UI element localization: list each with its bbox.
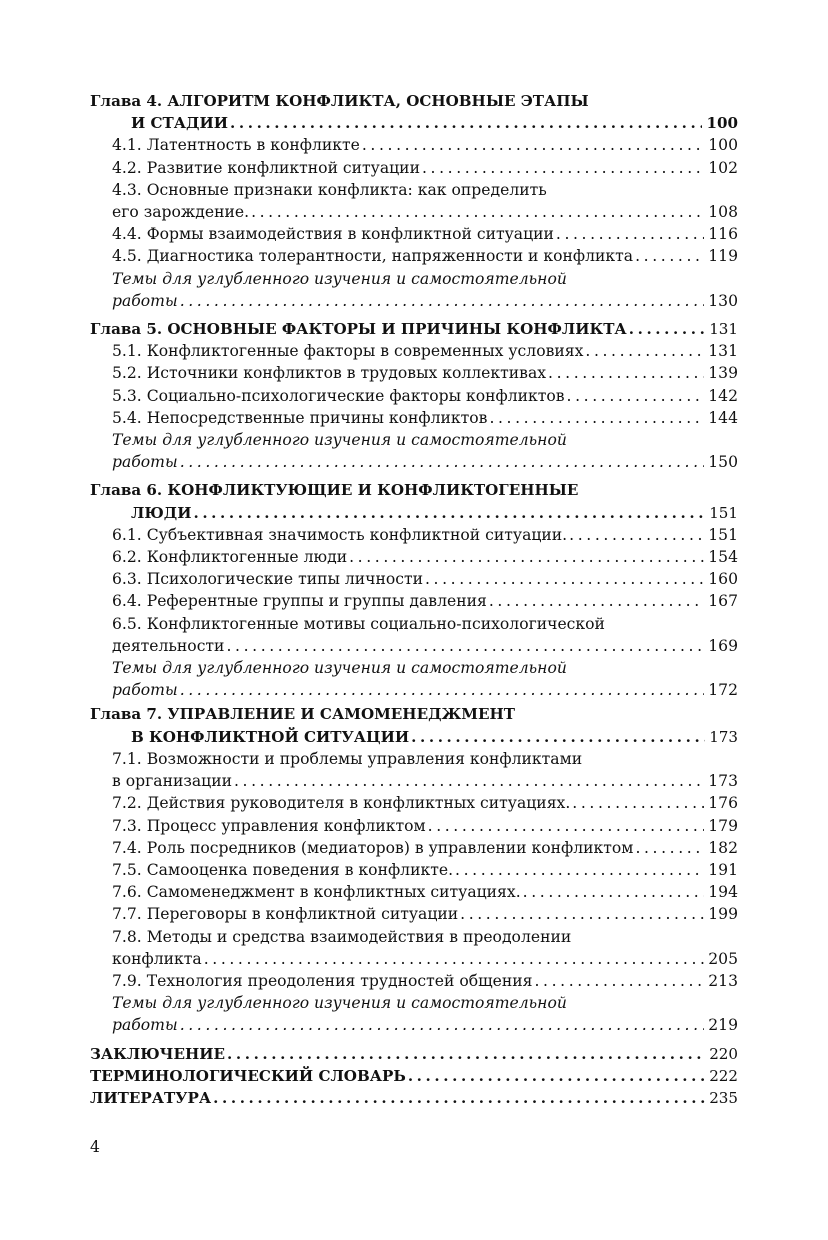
toc-entry bbox=[90, 837, 738, 859]
toc-entry-title: 4.5. Диагностика толерантности, напряженности и конфликта bbox=[112, 247, 634, 266]
glossary-title: ТЕРМИНОЛОГИЧЕСКИЙ СЛОВАРЬ bbox=[90, 1066, 406, 1085]
toc-entry bbox=[90, 524, 738, 546]
literature-entry bbox=[90, 1087, 738, 1109]
page-ref: 191 bbox=[708, 860, 738, 879]
page-ref: 235 bbox=[709, 1088, 738, 1107]
toc-entry-title: 7.3. Процесс управления конфликтом bbox=[112, 816, 426, 835]
chapter-7-heading-line1: Глава 7. УПРАВЛЕНИЕ И САМОМЕНЕДЖМЕНТ bbox=[90, 705, 515, 724]
toc-entry-title-line1: 6.5. Конфликтогенные мотивы социально-психологической bbox=[112, 614, 605, 633]
toc-entry bbox=[90, 134, 738, 156]
toc-entry bbox=[90, 903, 738, 925]
page-ref: 213 bbox=[708, 971, 738, 990]
chapter-4-heading-line1: Глава 4. АЛГОРИТМ КОНФЛИКТА, ОСНОВНЫЕ ЭТАПЫ bbox=[90, 92, 589, 110]
page-ref: 199 bbox=[708, 905, 738, 924]
page-ref: 220 bbox=[709, 1044, 738, 1063]
chapter-5-title: Глава 5. ОСНОВНЫЕ ФАКТОРЫ И ПРИЧИНЫ КОНФЛИКТА bbox=[90, 320, 627, 339]
toc-entry-title: работы bbox=[112, 453, 178, 472]
toc-entry-title: 6.1. Субъективная значимость конфликтной ситуации. bbox=[112, 525, 568, 544]
toc-entry bbox=[90, 362, 738, 384]
toc-entry-title: 4.2. Развитие конфликтной ситуации bbox=[112, 158, 420, 177]
topics-heading-line1: Темы для углубленного изучения и самостоятельной bbox=[112, 269, 567, 288]
toc-entry bbox=[90, 407, 738, 429]
toc-entry bbox=[90, 385, 738, 407]
literature-title: ЛИТЕРАТУРА bbox=[90, 1088, 212, 1107]
toc-entry bbox=[90, 201, 738, 223]
toc-entry bbox=[90, 948, 738, 970]
page-ref: 144 bbox=[708, 408, 738, 427]
toc-entry bbox=[90, 792, 738, 814]
toc-entry bbox=[90, 157, 738, 179]
page-ref: 169 bbox=[708, 636, 738, 655]
toc-entry-title: 7.5. Самооценка поведения в конфликте. bbox=[112, 860, 454, 879]
toc-entry-title: 6.2. Конфликтогенные люди bbox=[112, 548, 348, 567]
page-number: 4 bbox=[90, 1138, 100, 1156]
page-ref: 182 bbox=[708, 838, 738, 857]
page-ref: 108 bbox=[708, 203, 738, 222]
table-of-contents bbox=[90, 90, 738, 1109]
toc-entry-title-line1: 7.8. Методы и средства взаимодействия в преодолении bbox=[112, 927, 572, 946]
toc-entry bbox=[90, 770, 738, 792]
page-ref: 160 bbox=[708, 570, 738, 589]
toc-entry-title: 5.1. Конфликтогенные факторы в современных условиях bbox=[112, 342, 584, 361]
toc-entry-title: его зарождение. bbox=[112, 203, 250, 222]
toc-entry-title: 5.4. Непосредственные причины конфликтов bbox=[112, 408, 488, 427]
toc-entry bbox=[90, 568, 738, 590]
toc-entry-title: 5.3. Социально-психологические факторы конфликтов bbox=[112, 386, 565, 405]
toc-entry-title: 7.7. Переговоры в конфликтной ситуации bbox=[112, 905, 459, 924]
page-ref: 222 bbox=[709, 1066, 738, 1085]
glossary-entry bbox=[90, 1065, 738, 1087]
toc-entry bbox=[90, 635, 738, 657]
toc-entry-title: 6.3. Психологические типы личности bbox=[112, 570, 423, 589]
toc-entry bbox=[90, 340, 738, 362]
topics-heading-line1: Темы для углубленного изучения и самостоятельной bbox=[112, 659, 567, 678]
page-ref: 142 bbox=[708, 386, 738, 405]
toc-entry bbox=[90, 881, 738, 903]
toc-entry-title: 6.4. Референтные группы и группы давления bbox=[112, 592, 487, 611]
toc-entry-title: работы bbox=[112, 291, 178, 310]
toc-entry-title: 7.4. Роль посредников (медиаторов) в управлении конфликтом bbox=[112, 838, 634, 857]
page-ref: 176 bbox=[708, 794, 738, 813]
chapter-7-entry bbox=[90, 726, 738, 748]
toc-entry bbox=[90, 970, 738, 992]
toc-entry bbox=[90, 859, 738, 881]
page-ref: 102 bbox=[708, 158, 738, 177]
toc-entry bbox=[90, 245, 738, 267]
toc-entry-title: деятельности bbox=[112, 636, 225, 655]
toc-entry-title: работы bbox=[112, 1016, 178, 1035]
page-ref: 173 bbox=[708, 772, 738, 791]
toc-entry-title-line1: 7.1. Возможности и проблемы управления конфликтами bbox=[112, 749, 583, 768]
chapter-4-entry bbox=[90, 112, 738, 134]
toc-entry bbox=[90, 590, 738, 612]
chapter-7-title: В КОНФЛИКТНОЙ СИТУАЦИИ bbox=[131, 727, 410, 746]
chapter-4-title: И СТАДИИ bbox=[131, 114, 228, 133]
page-ref: 172 bbox=[708, 681, 738, 700]
toc-entry-title: 4.4. Формы взаимодействия в конфликтной ситуации bbox=[112, 225, 554, 244]
toc-entry-title: 7.9. Технология преодоления трудностей общения bbox=[112, 971, 533, 990]
page-ref: 219 bbox=[708, 1016, 738, 1035]
toc-entry-title: 4.1. Латентность в конфликте bbox=[112, 136, 360, 155]
page-ref: 154 bbox=[708, 548, 738, 567]
page-ref: 179 bbox=[708, 816, 738, 835]
toc-entry bbox=[90, 223, 738, 245]
toc-entry-title-line1: 4.3. Основные признаки конфликта: как определить bbox=[112, 180, 547, 199]
chapter-6-heading-line1: Глава 6. КОНФЛИКТУЮЩИЕ И КОНФЛИКТОГЕННЫЕ bbox=[90, 481, 579, 500]
topics-heading-line1: Темы для углубленного изучения и самостоятельной bbox=[112, 994, 567, 1013]
toc-entry-title: 7.6. Самоменеджмент в конфликтных ситуациях. bbox=[112, 883, 521, 902]
page-ref: 119 bbox=[708, 247, 738, 266]
page-ref: 116 bbox=[708, 225, 738, 244]
toc-entry-title: 7.2. Действия руководителя в конфликтных ситуациях. bbox=[112, 794, 571, 813]
toc-entry bbox=[90, 451, 738, 473]
toc-entry bbox=[90, 546, 738, 568]
page-ref: 131 bbox=[708, 342, 738, 361]
page-ref: 151 bbox=[709, 503, 738, 522]
chapter-5-entry bbox=[90, 318, 738, 340]
conclusion-entry bbox=[90, 1043, 738, 1065]
chapter-6-entry bbox=[90, 502, 738, 524]
page-ref: 194 bbox=[708, 883, 738, 902]
toc-entry-title: работы bbox=[112, 681, 178, 700]
page-ref: 131 bbox=[709, 320, 738, 339]
page-ref: 151 bbox=[708, 525, 738, 544]
topics-heading-line1: Темы для углубленного изучения и самостоятельной bbox=[112, 431, 567, 450]
page-ref: 205 bbox=[708, 949, 738, 968]
toc-entry bbox=[90, 1014, 738, 1036]
page-ref: 139 bbox=[708, 364, 738, 383]
toc-entry-title: в организации bbox=[112, 772, 232, 791]
page-ref: 130 bbox=[708, 291, 738, 310]
toc-entry-title: 5.2. Источники конфликтов в трудовых коллективах bbox=[112, 364, 547, 383]
chapter-6-title: ЛЮДИ bbox=[131, 503, 192, 522]
page-ref: 100 bbox=[708, 136, 738, 155]
toc-entry bbox=[90, 679, 738, 701]
page-ref: 173 bbox=[709, 727, 738, 746]
page-ref: 167 bbox=[708, 592, 738, 611]
conclusion-title: ЗАКЛЮЧЕНИЕ bbox=[90, 1044, 225, 1063]
toc-entry-title: конфликта bbox=[112, 949, 202, 968]
toc-entry bbox=[90, 290, 738, 312]
toc-entry bbox=[90, 815, 738, 837]
page-ref: 150 bbox=[708, 453, 738, 472]
page-ref: 100 bbox=[706, 114, 738, 133]
